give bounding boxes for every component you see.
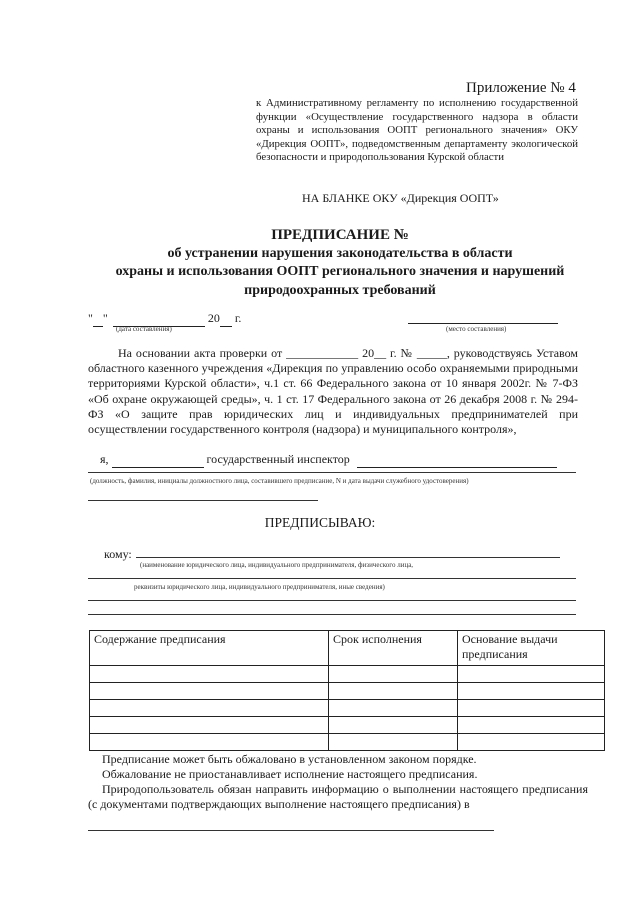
quote-open: "	[88, 311, 93, 325]
inspector-name-field[interactable]	[112, 452, 204, 468]
heading-line-3: охраны и использования ООПТ регионального значения и нарушений	[115, 264, 565, 279]
quote-close: "	[102, 311, 108, 325]
official-line	[88, 472, 576, 473]
table-cell[interactable]	[458, 734, 605, 751]
col-deadline: Срок исполнения	[329, 631, 458, 666]
table-cell[interactable]	[458, 683, 605, 700]
table-cell[interactable]	[90, 700, 329, 717]
recipient-caption-1: (наименование юридического лица, индивидуального предпринимателя, физического лица,	[140, 561, 414, 569]
table-row	[90, 717, 605, 734]
place-caption: (место составления)	[446, 325, 507, 333]
year-prefix: 20	[207, 311, 220, 325]
recipient-line-3[interactable]	[88, 600, 576, 601]
letterhead-note: НА БЛАНКЕ ОКУ «Дирекция ООПТ»	[302, 191, 499, 205]
footer-text	[88, 752, 588, 812]
recipient-line[interactable]	[136, 557, 560, 558]
recipient-caption-2: реквизиты юридического лица, индивидуального предпринимателя, иные сведения)	[134, 583, 385, 591]
table-row	[90, 666, 605, 683]
table-cell[interactable]	[329, 717, 458, 734]
inspector-row	[100, 452, 557, 468]
table-cell[interactable]	[329, 700, 458, 717]
table-body	[90, 666, 605, 751]
year-field[interactable]	[220, 311, 232, 327]
inspector-details-field[interactable]	[357, 452, 557, 468]
heading-line-4: природоохранных требований	[244, 282, 436, 298]
table-cell[interactable]	[329, 666, 458, 683]
footer-line[interactable]	[88, 830, 494, 831]
table-header-row	[90, 631, 605, 666]
footer-p1: Предписание может быть обжаловано в установленном законом порядке.	[102, 752, 477, 766]
inspector-prefix: я,	[100, 452, 109, 466]
heading-line-1: ПРЕДПИСАНИЕ №	[271, 227, 409, 243]
table-row	[90, 683, 605, 700]
orders-table	[89, 630, 605, 751]
recipient-label: кому:	[104, 547, 132, 561]
appendix-text: к Административному регламенту по исполнению государственной функции «Осуществление государственного надзора в области охраны и использования ООПТ регионального значения» ОКУ «Дирекция ООПТ», подведомственным департаменту экологической безопасности и природопользования Курской области	[256, 97, 578, 164]
table-cell[interactable]	[329, 683, 458, 700]
recipient-line-2[interactable]	[88, 578, 576, 579]
place-field[interactable]	[408, 323, 558, 324]
date-caption: (дата составления)	[116, 325, 172, 333]
table-cell[interactable]	[90, 683, 329, 700]
heading-line-2: об устранении нарушения законодательства в области	[167, 245, 513, 261]
table-cell[interactable]	[90, 666, 329, 683]
document-heading	[80, 226, 600, 300]
table-cell[interactable]	[329, 734, 458, 751]
appendix-title: Приложение № 4	[466, 80, 576, 96]
table-cell[interactable]	[90, 717, 329, 734]
footer-p2: Обжалование не приостанавливает исполнение настоящего предписания.	[102, 767, 478, 781]
table-cell[interactable]	[458, 700, 605, 717]
year-suffix: г.	[234, 311, 242, 325]
table-cell[interactable]	[458, 666, 605, 683]
table-cell[interactable]	[458, 717, 605, 734]
table-row	[90, 700, 605, 717]
table-cell[interactable]	[90, 734, 329, 751]
recipient-line-4[interactable]	[88, 614, 576, 615]
order-word: ПРЕДПИСЫВАЮ:	[264, 515, 376, 530]
col-basis: Основание выдачи предписания	[458, 631, 605, 666]
inspector-label: государственный инспектор	[206, 452, 350, 466]
table-row	[90, 734, 605, 751]
day-field[interactable]	[93, 311, 103, 327]
col-content: Содержание предписания	[90, 631, 329, 666]
basis-paragraph: На основании акта проверки от ____________ 20__ г. № _____, руководствуясь Уставом областного казенного учреждения «Дирекция по управлению особо охраняемыми природными территориями Курской области», ч.1 ст. 66 Федерального закона от 10 января 2002г. № 7-ФЗ «Об охране окружающей среды», ч. 1 ст. 17 Федерального закона от 26 декабря 2008 г. № 294-ФЗ «О защите прав юридических лиц и индивидуальных предпринимателей при осуществлении государственного контроля (надзора) и муниципального контроля»,	[88, 346, 578, 437]
official-line-2	[88, 500, 318, 501]
footer-p3: Природопользователь обязан направить информацию о выполнении настоящего предписания (с документами подтверждающих выполнение настоящего предписания) в	[88, 782, 588, 811]
official-caption: (должность, фамилия, инициалы должностного лица, составившего предписание, N и дата выдачи служебного удостоверения)	[90, 477, 469, 485]
